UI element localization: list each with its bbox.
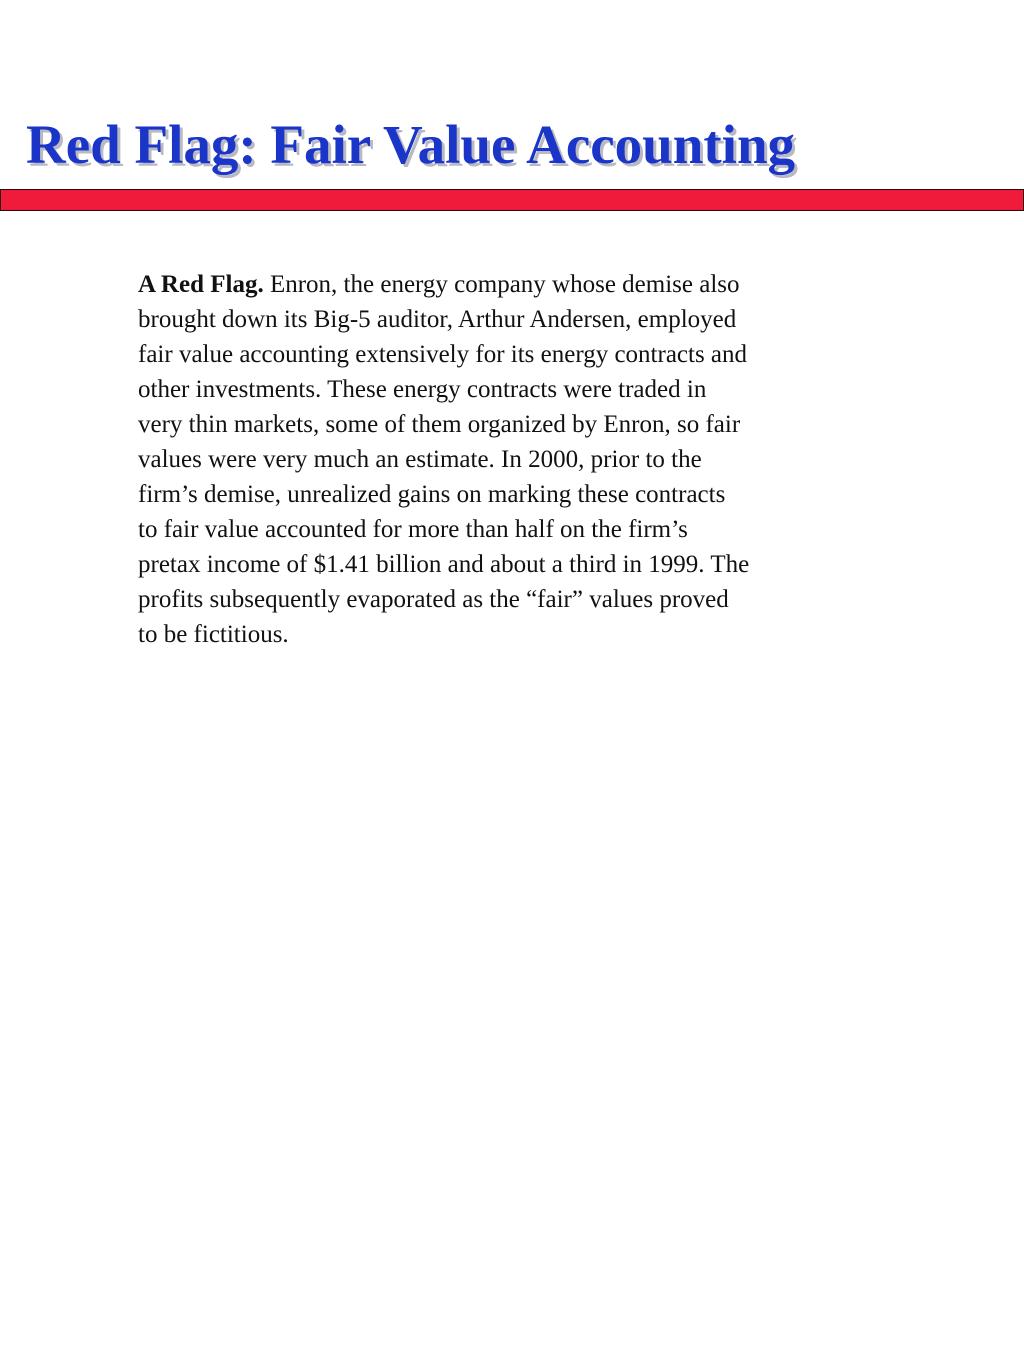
body-line: fair value accounting extensively for its energy contracts and	[138, 341, 748, 368]
body-line: very thin markets, some of them organized by Enron, so fair	[138, 411, 741, 438]
slide-title: Red Flag: Fair Value Accounting	[26, 114, 796, 175]
body-line: to fair value accounted for more than half on the firm’s	[138, 516, 688, 543]
body-line: values were very much an estimate. In 2000, prior to the	[138, 446, 702, 473]
title-divider-bar	[0, 189, 1024, 211]
body-line-1	[138, 267, 888, 302]
body-paragraph	[138, 267, 888, 652]
body-line: brought down its Big-5 auditor, Arthur Andersen, employed	[138, 306, 737, 333]
body-line: profits subsequently evaporated as the “fair” values proved	[138, 586, 729, 613]
body-line: pretax income of $1.41 billion and about a third in 1999. The	[138, 551, 750, 578]
body-line: to be fictitious.	[138, 621, 289, 648]
first-line-text: Enron, the energy company whose demise also	[263, 271, 740, 298]
body-line: other investments. These energy contracts were traded in	[138, 376, 707, 403]
lead-phrase: A Red Flag.	[138, 271, 264, 298]
body-line: firm’s demise, unrealized gains on marking these contracts	[138, 481, 726, 508]
